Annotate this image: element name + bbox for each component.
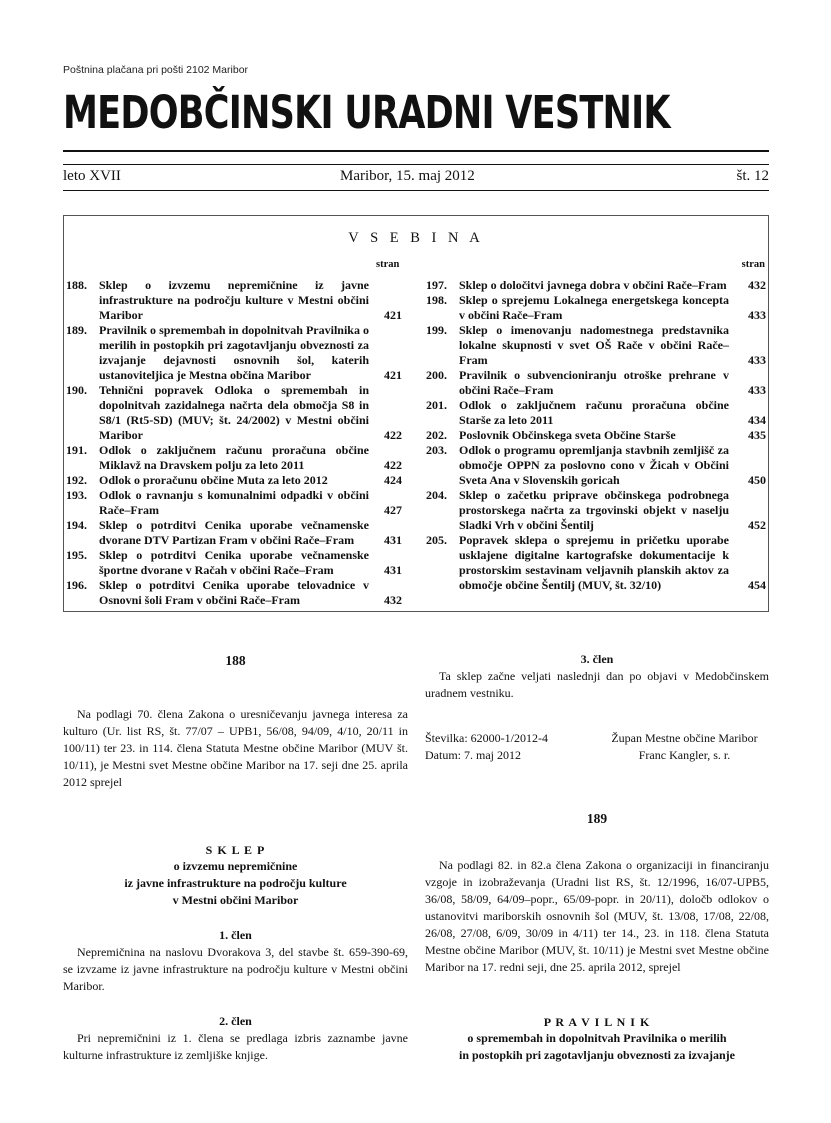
- toc-entry-number: 189.: [66, 323, 87, 337]
- doc-189-heading: P R A V I L N I K: [543, 1015, 651, 1029]
- toc-entry: [426, 428, 766, 443]
- doc-188-ref-number: Številka: 62000-1/2012-4: [425, 731, 548, 745]
- toc-entry-number: 191.: [66, 443, 87, 457]
- toc-entry-page: 454: [748, 578, 766, 592]
- toc-entry-title: Popravek sklepa o sprejemu in pričetku uporabe usklajene digitalne kartografske dokumentacije k prostorskim sestavinam veljavnih planskih aktov za območje občine Šentilj (MUV, št. 32/10): [459, 533, 729, 592]
- doc-189-number: 189: [586, 811, 608, 826]
- toc-entry-page: 424: [384, 473, 402, 487]
- toc-entry-page: 433: [748, 383, 766, 397]
- toc-entry-title: Odlok o zaključnem računu proračuna občine Starše za leto 2011: [459, 398, 729, 427]
- doc-188-ref-date: Datum: 7. maj 2012: [425, 748, 521, 762]
- toc-entry-number: 190.: [66, 383, 87, 397]
- issue-year: leto XVII: [63, 168, 121, 184]
- toc-entry-page: 431: [384, 563, 402, 577]
- toc-entry: [66, 323, 402, 383]
- doc-188-art1-text: Nepremičnina na naslovu Dvorakova 3, del stavbe št. 659-390-69, se izvzame iz javne infrastrukture na področju kulture v Mestni občini Maribor.: [63, 945, 408, 993]
- doc-188-number: 188: [225, 653, 246, 668]
- toc-entry-title: Odlok o programu opremljanja stavbnih zemljišč za območje OPPN za poslovno cono v Žicah v Občini Sveta Ana v Slovenskih goricah: [459, 443, 729, 487]
- toc-entry: [66, 488, 402, 518]
- toc-entry-title: Sklep o sprejemu Lokalnega energetskega koncepta v občini Rače–Fram: [459, 293, 729, 322]
- toc-entry-title: Sklep o potrditvi Cenika uporabe telovadnice v Osnovni šoli Fram v občini Rače–Fram: [99, 578, 369, 607]
- toc-entry: [426, 533, 766, 593]
- toc-entry: [66, 473, 402, 488]
- postal-note: Poštnina plačana pri pošti 2102 Maribor: [63, 64, 249, 76]
- toc-entry: [426, 443, 766, 488]
- toc-entry: [426, 398, 766, 428]
- toc-entry: [426, 488, 766, 533]
- toc-entry-number: 188.: [66, 278, 87, 292]
- toc-entry-page: 432: [384, 593, 402, 607]
- toc-entry-number: 194.: [66, 518, 87, 532]
- doc-188-signer-role: Župan Mestne občine Maribor: [611, 731, 758, 745]
- toc-entry-title: Odlok o proračunu občine Muta za leto 2012: [99, 473, 328, 487]
- toc-entry-page: 422: [384, 428, 402, 442]
- toc-entry-page: 422: [384, 458, 402, 472]
- doc-189-intro: Na podlagi 82. in 82.a člena Zakona o organizaciji in financiranju vzgoje in izobraževanja (Uradni list RS, št. 12/1996, 16/07-UPB5, 36/08, 58/09, 64/09–popr., 65/09-popr. in 20/11), določb odlokov o ustanovitvi mariborskih osnovnih šol (MUV, št. 13/08, 17/08, 22/08, 26/08, 27/08, 6/09, 30/09 in 4/11) ter 14., 23. in 118. člena Statuta Mestne občine Maribor (MUV, št. 10/11) je Mestni svet Mestne občine Maribor na 17. redni seji, dne 25. aprila 2012, sprejel: [425, 858, 769, 974]
- toc-entry-page: 433: [748, 353, 766, 367]
- doc-188-art2-text: Pri nepremičnini iz 1. člena se predlaga izbris zaznambe javne kulturne infrastrukture iz zemljiške knjige.: [63, 1031, 408, 1062]
- toc-entry-page: 427: [384, 503, 402, 517]
- doc-188-art3-label: 3. člen: [580, 652, 614, 666]
- doc-188-art3-text: Ta sklep začne veljati naslednji dan po objavi v Medobčinskem uradnem vestniku.: [425, 669, 769, 700]
- issue-meta-bar: [63, 168, 769, 188]
- toc-entry-number: 203.: [426, 443, 447, 457]
- toc-entry: [66, 548, 402, 578]
- toc-entry: [66, 443, 402, 473]
- doc-188-title-line: iz javne infrastrukture na področju kulture: [124, 876, 347, 890]
- toc-entry-number: 195.: [66, 548, 87, 562]
- doc-188-heading: S K L E P: [205, 843, 266, 857]
- toc-entry-title: Tehnični popravek Odloka o spremembah in dopolnitvah zazidalnega načrta dela območja S8 in S8/1 (Rt5-SD) (MUV; št. 24/2002) v Mestni občini Maribor: [99, 383, 369, 442]
- toc-entry: [426, 323, 766, 368]
- toc-entry-title: Pravilnik o subvencioniranju otroške prehrane v občini Rače–Fram: [459, 368, 729, 397]
- toc-entry-page: 433: [748, 308, 766, 322]
- toc-entry-title: Sklep o potrditvi Cenika uporabe večnamenske športne dvorane v Račah v občini Rače–Fram: [99, 548, 369, 577]
- toc-entry-number: 192.: [66, 473, 87, 487]
- toc-entry-title: Sklep o izvzemu nepremičnine iz javne infrastrukture na področju kulture v Mestni občini Maribor: [99, 278, 369, 322]
- doc-188-signature: [600, 730, 769, 764]
- toc-entry-title: Poslovnik Občinskega sveta Občine Starše: [459, 428, 676, 442]
- toc-entry-page: 452: [748, 518, 766, 532]
- doc-188-title-line: v Mestni občini Maribor: [172, 893, 299, 907]
- toc-entry-page: 421: [384, 368, 402, 382]
- toc-entry-page: 421: [384, 308, 402, 322]
- toc-entry: [66, 518, 402, 548]
- toc-title: V S E B I N A: [348, 230, 484, 246]
- toc-right-page-header: stran: [741, 259, 765, 270]
- doc-188-title: [63, 858, 408, 909]
- doc-188-title-line: o izvzemu nepremičnine: [173, 859, 298, 873]
- toc-entry-number: 197.: [426, 278, 447, 292]
- toc-left-page-header: stran: [376, 259, 400, 270]
- issue-number: št. 12: [736, 168, 769, 184]
- toc-entry-number: 202.: [426, 428, 447, 442]
- toc-entry-page: 432: [748, 278, 766, 292]
- toc-entry-title: Sklep o določitvi javnega dobra v občini Rače–Fram: [459, 278, 727, 292]
- doc-189-title-line: in postopkih pri zagotavljanju obveznosti za izvajanje: [458, 1048, 735, 1062]
- toc-entry: [66, 278, 402, 323]
- doc-188-art2-label: 2. člen: [219, 1014, 252, 1028]
- toc-entry: [426, 368, 766, 398]
- toc-left-column: [66, 278, 402, 608]
- masthead-title: MEDOBČINSKI URADNI VESTNIK: [63, 86, 670, 139]
- doc-188-intro: Na podlagi 70. člena Zakona o uresničevanju javnega interesa za kulturo (Ur. list RS, št. 77/07 – UPB1, 56/08, 94/09, 4/10, 20/11 in 100/11) ter 23. in 114. člena Statuta Mestne občine Maribor (MUV št. 10/11), je Mestni svet Mestne občine Maribor na 17. seji dne 25. aprila 2012 sprejel: [63, 707, 408, 789]
- toc-right-column: [426, 278, 766, 593]
- toc-entry: [426, 293, 766, 323]
- toc-entry-title: Sklep o začetku priprave občinskega podrobnega prostorskega načrta za trgovinski objekt v naselju Sladki Vrh v občini Šentilj: [459, 488, 729, 532]
- doc-189-title: [425, 1030, 769, 1064]
- masthead-rule: [63, 150, 769, 152]
- toc-entry: [66, 578, 402, 608]
- toc-entry-title: Odlok o zaključnem računu proračuna občine Miklavž na Dravskem polju za leto 2011: [99, 443, 369, 472]
- toc-entry-number: 201.: [426, 398, 447, 412]
- toc-entry: [66, 383, 402, 443]
- toc-entry-title: Odlok o ravnanju s komunalnimi odpadki v občini Rače–Fram: [99, 488, 369, 517]
- toc-entry-number: 205.: [426, 533, 447, 547]
- toc-entry-number: 198.: [426, 293, 447, 307]
- toc-entry-page: 450: [748, 473, 766, 487]
- toc-entry-page: 434: [748, 413, 766, 427]
- issue-place-date: Maribor, 15. maj 2012: [340, 168, 475, 184]
- toc-entry-number: 204.: [426, 488, 447, 502]
- meta-bottom-rule: [63, 190, 769, 191]
- toc-entry-title: Sklep o potrditvi Cenika uporabe večnamenske dvorane DTV Partizan Fram v občini Rače–Fram: [99, 518, 369, 547]
- toc-entry-page: 435: [748, 428, 766, 442]
- toc-entry-title: Pravilnik o spremembah in dopolnitvah Pravilnika o merilih in postopkih pri zagotavljanju obveznosti za izvajanje dejavnosti osnovnih šol, katerih ustanoviteljica je Mestna občina Maribor: [99, 323, 369, 382]
- toc-entry-number: 196.: [66, 578, 87, 592]
- toc-entry-title: Sklep o imenovanju nadomestnega predstavnika lokalne skupnosti v svet OŠ Rače v občini Rače–Fram: [459, 323, 729, 367]
- meta-top-rule: [63, 164, 769, 165]
- doc-188-signer-name: Franc Kangler, s. r.: [638, 748, 731, 762]
- toc-entry-number: 193.: [66, 488, 87, 502]
- doc-188-art1-label: 1. člen: [219, 928, 252, 942]
- toc-entry-number: 200.: [426, 368, 447, 382]
- toc-entry-page: 431: [384, 533, 402, 547]
- toc-entry: [426, 278, 766, 293]
- doc-188-reference: [425, 730, 605, 764]
- table-of-contents: [63, 215, 769, 612]
- doc-189-title-line: o spremembah in dopolnitvah Pravilnika o merilih: [467, 1031, 727, 1045]
- toc-entry-number: 199.: [426, 323, 447, 337]
